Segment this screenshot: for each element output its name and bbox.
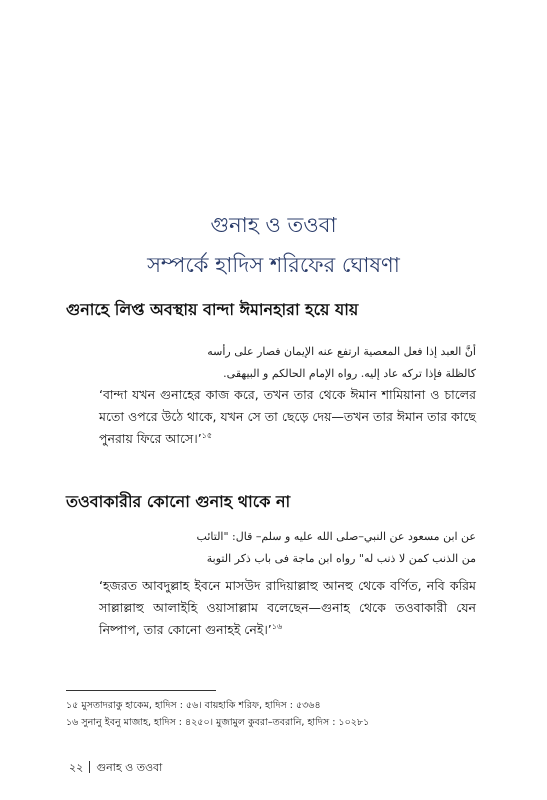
footnote-reference[interactable]: ১৫ bbox=[201, 430, 213, 440]
arabic-hadith-text bbox=[96, 341, 476, 385]
arabic-line: كالظلة فإذا تركه عاد إليه. رواه الإمام الحالكم و البيهقى. bbox=[223, 367, 476, 380]
footnote-divider bbox=[66, 690, 216, 691]
arabic-line: أنَّ العبد إذا فعل المعصية ارتفع عنه الإيمان فصار على رأسه bbox=[207, 345, 476, 358]
translation-text: ‘বান্দা যখন গুনাহের কাজ করে, তখন তার থেকে ঈমান শামিয়ানা ও চালের মতো ওপরে উঠে থাকে, যখন সে তা ছেড়ে দেয়—তখন তার ঈমান তার কাছে পুনরায় ফিরে আসে।’ bbox=[99, 387, 476, 446]
arabic-line: عن ابن مسعود عن النبي–صلى الله عليه و سلم– قال: "التائب bbox=[196, 530, 476, 543]
chapter-title-line-2: সম্পর্কে হাদিস শরিফের ঘোষণা bbox=[147, 253, 400, 277]
section-heading: গুনাহে লিপ্ত অবস্থায় বান্দা ঈমানহারা হয়ে যায় bbox=[66, 300, 359, 319]
translation-text: ‘হজরত আবদুল্লাহ ইবনে মাসউদ রাদিয়াল্লাহু আনহু থেকে বর্ণিত, নবি করিম সাল্লাল্লাহু আলাইহি ওয়াসাল্লাম বলেছেন—গুনাহ থেকে তওবাকারী যেন নিষ্পাপ, তার কোনো গুনাহই নেই।’ bbox=[99, 578, 476, 637]
section-heading: তওবাকারীর কোনো গুনাহ থাকে না bbox=[66, 492, 291, 511]
hadith-translation bbox=[99, 384, 476, 450]
hadith-translation bbox=[99, 575, 476, 641]
arabic-hadith-text bbox=[96, 526, 476, 570]
running-title: গুনাহ ও তওবা bbox=[96, 761, 163, 774]
footnote: ১৫ মুসতাদরাকু হাকেম, হাদিস : ৫৬। বায়হাকি শরিফ, হাদিস : ৫৩৬৪ bbox=[66, 700, 321, 711]
page-footer bbox=[69, 760, 162, 776]
footer-separator bbox=[89, 761, 90, 773]
footnote: ১৬ সুনানু ইবনু মাজাহ, হাদিস : ৪২৫০। মুজামুল কুবরা–তবরানি, হাদিস : ১০২৮১ bbox=[66, 717, 370, 728]
chapter-title-line-1: গুনাহ ও তওবা bbox=[210, 213, 337, 237]
page-number: ২২ bbox=[69, 761, 84, 774]
footnote-reference[interactable]: ১৬ bbox=[271, 621, 283, 631]
arabic-line: من الذنب كمن لا ذنب له" رواه ابن ماجة فى باب ذكر التوبة bbox=[206, 552, 476, 565]
